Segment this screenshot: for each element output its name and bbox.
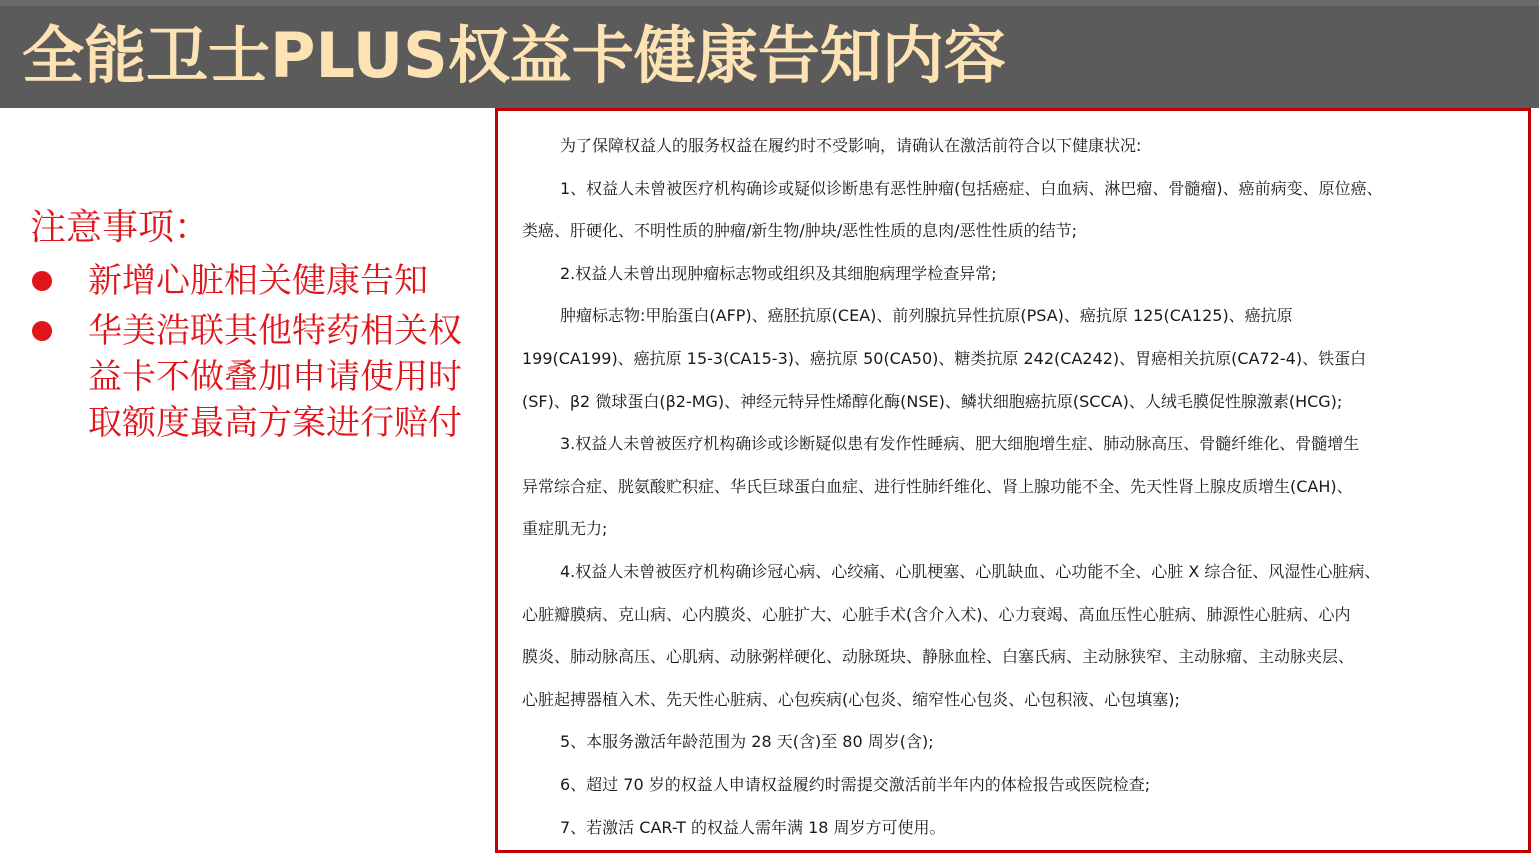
health-notice-document [495,108,1531,853]
document-line: 3.权益人未曾被医疗机构确诊或诊断疑似患有发作性睡病、肥大细胞增生症、肺动脉高压、骨髓纤维化、骨髓增生 [560,434,1360,454]
document-line: 7、若激活 CAR-T 的权益人需年满 18 周岁方可使用。 [560,817,946,837]
title-bar-top-stripe [0,0,1539,6]
document-line: 199(CA199)、癌抗原 15-3(CA15-3)、癌抗原 50(CA50)、糖类抗原 242(CA242)、胃癌相关抗原(CA72-4)、铁蛋白 [522,348,1367,368]
document-line: 4.权益人未曾被医疗机构确诊冠心病、心绞痛、心肌梗塞、心肌缺血、心功能不全、心脏 X 综合征、风湿性心脏病、 [560,561,1381,581]
document-line: 6、超过 70 岁的权益人申请权益履约时需提交激活前半年内的体检报告或医院检查; [560,774,1151,794]
document-line: 2.权益人未曾出现肿瘤标志物或组织及其细胞病理学检查异常; [560,263,997,283]
page-title: 全能卫士PLUS权益卡健康告知内容 [22,19,1006,92]
notes-item [30,258,485,304]
notes-list [30,258,485,446]
document-line: 5、本服务激活年龄范围为 28 天(含)至 80 周岁(含); [560,732,934,752]
notes-item-text: 新增心脏相关健康告知 [88,261,428,301]
document-line: 重症肌无力; [522,519,608,539]
document-line: 1、权益人未曾被医疗机构确诊或疑似诊断患有恶性肿瘤(包括癌症、白血病、淋巴瘤、骨髓瘤)、癌前病变、原位癌、 [560,178,1383,198]
document-line: 类癌、肝硬化、不明性质的肿瘤/新生物/肿块/恶性性质的息肉/恶性性质的结节; [522,221,1077,241]
document-line: 为了保障权益人的服务权益在履约时不受影响，请确认在激活前符合以下健康状况: [560,136,1142,155]
document-body [498,111,1528,849]
document-line: 心脏瓣膜病、克山病、心内膜炎、心脏扩大、心脏手术(含介入术)、心力衰竭、高血压性心脏病、肺源性心脏病、心内 [522,604,1351,624]
document-line: 心脏起搏器植入术、先天性心脏病、心包疾病(心包炎、缩窄性心包炎、心包积液、心包填塞); [522,689,1180,709]
document-line: (SF)、β2 微球蛋白(β2-MG)、神经元特异性烯醇化酶(NSE)、鳞状细胞癌抗原(SCCA)、人绒毛膜促性腺激素(HCG); [522,391,1343,411]
bullet-dot-icon [32,271,52,291]
document-line: 肿瘤标志物:甲胎蛋白(AFP)、癌胚抗原(CEA)、前列腺抗异性抗原(PSA)、癌抗原 125(CA125)、癌抗原 [560,306,1293,326]
title-bar [0,0,1539,108]
notes-panel [30,198,485,450]
notes-item-text: 华美浩联其他特药相关权益卡不做叠加申请使用时取额度最高方案进行赔付 [88,311,462,443]
bullet-dot-icon [32,321,52,341]
notes-heading: 注意事项： [30,207,211,248]
notes-item [30,308,485,446]
document-line: 异常综合症、胱氨酸贮积症、华氏巨球蛋白血症、进行性肺纤维化、肾上腺功能不全、先天性肾上腺皮质增生(CAH)、 [522,476,1353,496]
document-line: 膜炎、肺动脉高压、心肌病、动脉粥样硬化、动脉斑块、静脉血栓、白塞氏病、主动脉狭窄、主动脉瘤、主动脉夹层、 [522,647,1355,667]
